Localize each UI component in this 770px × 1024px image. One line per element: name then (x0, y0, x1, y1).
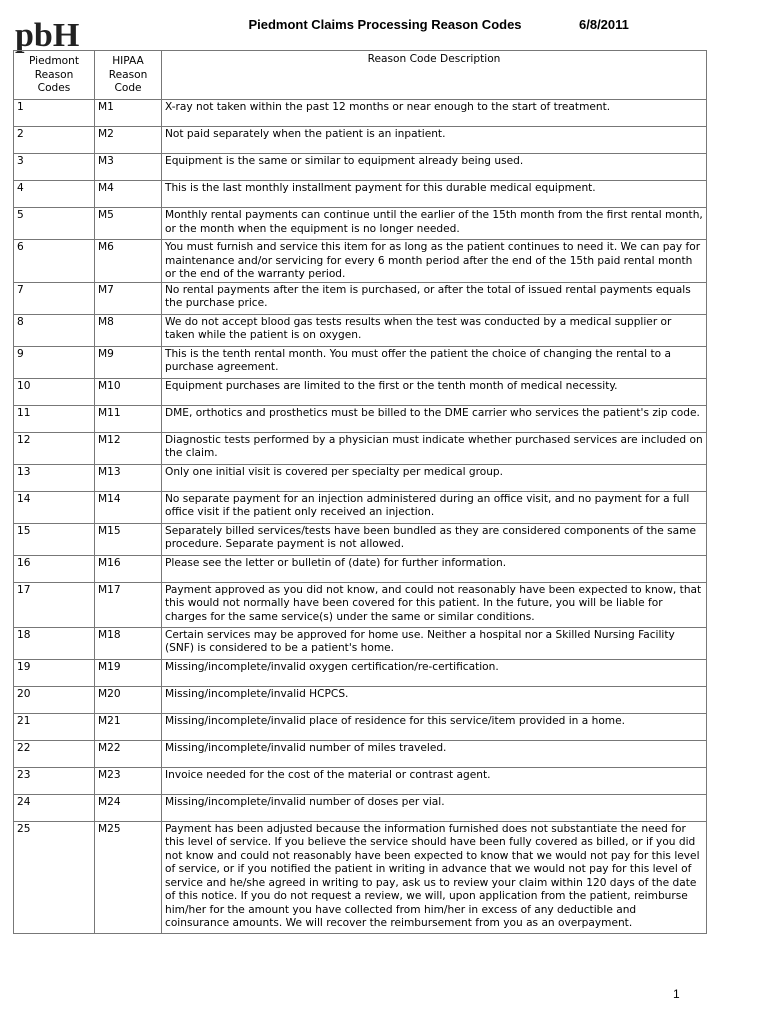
piedmont-code-cell: 12 (14, 432, 95, 464)
hipaa-code-cell: M10 (95, 378, 162, 405)
table-row (14, 491, 707, 523)
piedmont-code-cell: 14 (14, 491, 95, 523)
table-row (14, 582, 707, 627)
piedmont-code-cell: 20 (14, 686, 95, 713)
hipaa-code-cell: M15 (95, 523, 162, 555)
piedmont-code-cell: 25 (14, 821, 95, 933)
table-row (14, 181, 707, 208)
description-cell: Only one initial visit is covered per specialty per medical group. (162, 464, 707, 491)
hipaa-code-cell: M16 (95, 555, 162, 582)
table-row (14, 821, 707, 933)
description-cell: DME, orthotics and prosthetics must be billed to the DME carrier who services the patient's zip code. (162, 405, 707, 432)
piedmont-code-cell: 24 (14, 794, 95, 821)
piedmont-code-cell: 19 (14, 659, 95, 686)
table-row (14, 127, 707, 154)
table-row (14, 346, 707, 378)
table-row (14, 282, 707, 314)
document-title: Piedmont Claims Processing Reason Codes (248, 17, 522, 32)
hipaa-code-cell: M1 (95, 100, 162, 127)
hipaa-code-cell: M22 (95, 740, 162, 767)
description-cell: Payment approved as you did not know, and could not reasonably have been expected to know, that this would not normally have been covered for this patient. In the future, you will be liable for charges for the same service(s) under the same or similar conditions. (162, 582, 707, 627)
hipaa-code-cell: M5 (95, 208, 162, 240)
description-cell: Missing/incomplete/invalid number of doses per vial. (162, 794, 707, 821)
piedmont-code-cell: 7 (14, 282, 95, 314)
description-cell: This is the tenth rental month. You must offer the patient the choice of changing the rental to a purchase agreement. (162, 346, 707, 378)
table-row (14, 378, 707, 405)
piedmont-code-cell: 17 (14, 582, 95, 627)
hipaa-code-cell: M3 (95, 154, 162, 181)
description-cell: Missing/incomplete/invalid HCPCS. (162, 686, 707, 713)
table-row (14, 659, 707, 686)
table-row (14, 794, 707, 821)
piedmont-code-cell: 15 (14, 523, 95, 555)
description-cell: Monthly rental payments can continue until the earlier of the 15th month from the first rental month, or the month when the equipment is no longer needed. (162, 208, 707, 240)
piedmont-code-cell: 10 (14, 378, 95, 405)
description-cell: This is the last monthly installment payment for this durable medical equipment. (162, 181, 707, 208)
table-row (14, 767, 707, 794)
description-cell: Diagnostic tests performed by a physician must indicate whether purchased services are included on the claim. (162, 432, 707, 464)
table-row (14, 100, 707, 127)
hipaa-code-cell: M8 (95, 314, 162, 346)
table-row (14, 464, 707, 491)
table-row (14, 208, 707, 240)
table-row (14, 740, 707, 767)
description-cell: Equipment purchases are limited to the first or the tenth month of medical necessity. (162, 378, 707, 405)
description-cell: Separately billed services/tests have been bundled as they are considered components of the same procedure. Separate payment is not allowed. (162, 523, 707, 555)
hipaa-code-cell: M7 (95, 282, 162, 314)
hipaa-code-cell: M25 (95, 821, 162, 933)
piedmont-code-cell: 8 (14, 314, 95, 346)
hipaa-code-cell: M23 (95, 767, 162, 794)
piedmont-code-cell: 16 (14, 555, 95, 582)
piedmont-code-cell: 5 (14, 208, 95, 240)
table-row (14, 314, 707, 346)
description-cell: Missing/incomplete/invalid place of residence for this service/item provided in a home. (162, 713, 707, 740)
table-row (14, 713, 707, 740)
hipaa-code-cell: M6 (95, 240, 162, 283)
description-cell: Please see the letter or bulletin of (date) for further information. (162, 555, 707, 582)
piedmont-code-cell: 18 (14, 627, 95, 659)
description-cell: Certain services may be approved for home use. Neither a hospital nor a Skilled Nursing Facility (SNF) is considered to be a patient's home. (162, 627, 707, 659)
hipaa-code-cell: M19 (95, 659, 162, 686)
piedmont-code-cell: 11 (14, 405, 95, 432)
piedmont-code-cell: 9 (14, 346, 95, 378)
hipaa-code-cell: M4 (95, 181, 162, 208)
page-number: 1 (673, 987, 680, 1001)
hipaa-code-cell: M12 (95, 432, 162, 464)
hipaa-code-cell: M21 (95, 713, 162, 740)
reason-codes-table (13, 50, 707, 934)
header-piedmont-reason-codes: Piedmont Reason Codes (14, 51, 95, 100)
description-cell: Missing/incomplete/invalid oxygen certification/re-certification. (162, 659, 707, 686)
description-cell: Invoice needed for the cost of the material or contrast agent. (162, 767, 707, 794)
piedmont-code-cell: 22 (14, 740, 95, 767)
description-cell: Not paid separately when the patient is an inpatient. (162, 127, 707, 154)
piedmont-code-cell: 1 (14, 100, 95, 127)
table-row (14, 405, 707, 432)
piedmont-code-cell: 3 (14, 154, 95, 181)
description-cell: Equipment is the same or similar to equipment already being used. (162, 154, 707, 181)
table-row (14, 555, 707, 582)
description-cell: X-ray not taken within the past 12 months or near enough to the start of treatment. (162, 100, 707, 127)
piedmont-code-cell: 23 (14, 767, 95, 794)
piedmont-code-cell: 13 (14, 464, 95, 491)
table-header-row (14, 51, 707, 100)
description-cell: Payment has been adjusted because the information furnished does not substantiate the need for this level of service. If you believe the service should have been fully covered as billed, or if you did not know and could not reasonably have been expected to know that we would not pay for this level of service, or if you notified the patient in writing in advance that we would not pay for this level of service and he/she agreed in writing to pay, ask us to review your claim within 120 days of the date of this notice. If you do not request a review, we will, upon application from the patient, reimburse him/her for the amount you have collected from him/her in excess of any deductible and coinsurance amounts. We will recover the reimbursement from you as an overpayment. (162, 821, 707, 933)
table-row (14, 432, 707, 464)
table-row (14, 523, 707, 555)
piedmont-code-cell: 4 (14, 181, 95, 208)
hipaa-code-cell: M20 (95, 686, 162, 713)
hipaa-code-cell: M14 (95, 491, 162, 523)
description-cell: No rental payments after the item is purchased, or after the total of issued rental payments equals the purchase price. (162, 282, 707, 314)
hipaa-code-cell: M11 (95, 405, 162, 432)
document-date: 6/8/2011 (579, 17, 629, 32)
piedmont-code-cell: 2 (14, 127, 95, 154)
description-cell: We do not accept blood gas tests results when the test was conducted by a medical supplier or taken while the patient is on oxygen. (162, 314, 707, 346)
hipaa-code-cell: M2 (95, 127, 162, 154)
piedmont-code-cell: 6 (14, 240, 95, 283)
header-hipaa-reason-code: HIPAA Reason Code (95, 51, 162, 100)
hipaa-code-cell: M9 (95, 346, 162, 378)
hipaa-code-cell: M18 (95, 627, 162, 659)
description-cell: Missing/incomplete/invalid number of miles traveled. (162, 740, 707, 767)
description-cell: No separate payment for an injection administered during an office visit, and no payment for a full office visit if the patient only received an injection. (162, 491, 707, 523)
table-row (14, 627, 707, 659)
hipaa-code-cell: M17 (95, 582, 162, 627)
table-row (14, 686, 707, 713)
hipaa-code-cell: M24 (95, 794, 162, 821)
table-row (14, 240, 707, 283)
hipaa-code-cell: M13 (95, 464, 162, 491)
table-row (14, 154, 707, 181)
description-cell: You must furnish and service this item for as long as the patient continues to need it. We can pay for maintenance and/or servicing for every 6 month period after the end of the 15th paid rental month or the end of the warranty period. (162, 240, 707, 283)
header-reason-code-description: Reason Code Description (162, 51, 707, 100)
logo-text: pbH (15, 17, 80, 54)
piedmont-code-cell: 21 (14, 713, 95, 740)
